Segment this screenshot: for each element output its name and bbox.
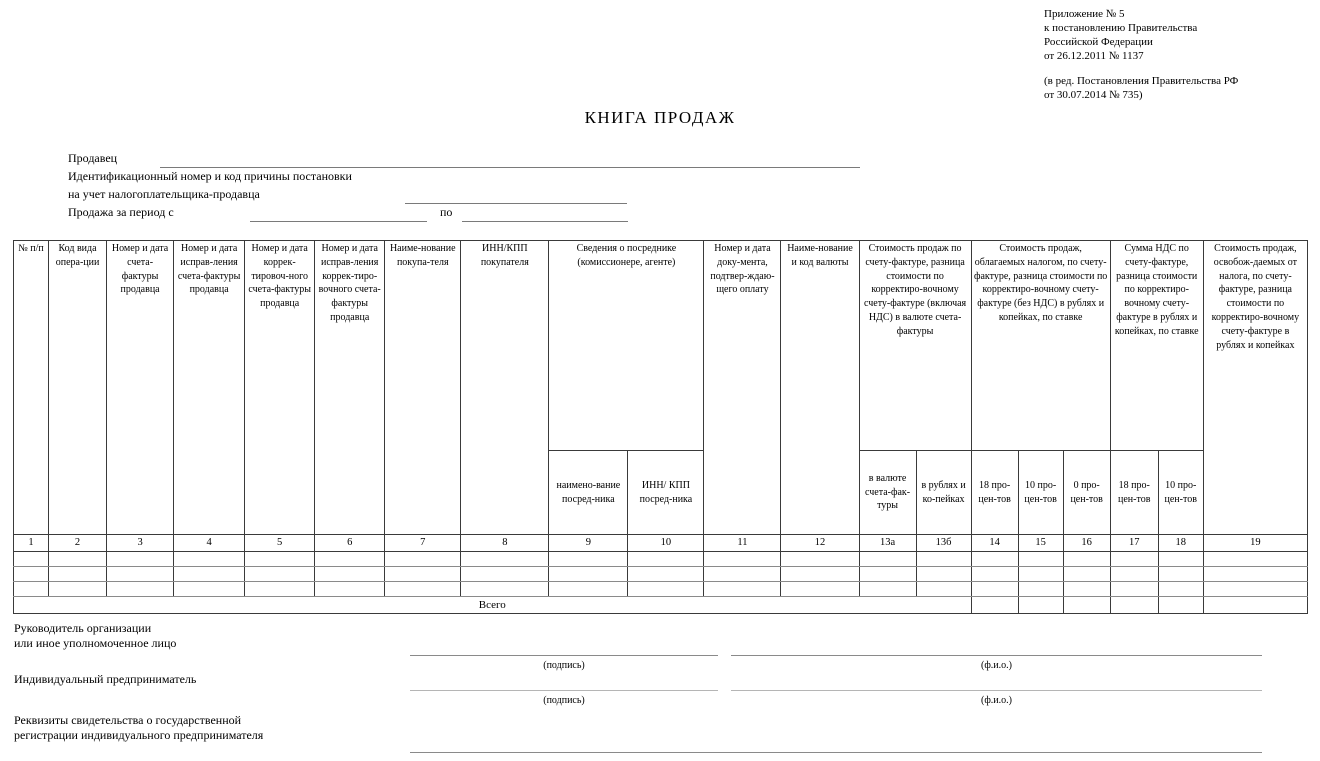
- subheader-14: 18 про-цен-тов: [971, 451, 1018, 535]
- col-header-12: Наиме-нование и код валюты: [781, 241, 859, 535]
- col-number: 2: [49, 535, 107, 552]
- requisites-fill-line: [410, 752, 1262, 753]
- empty-cell: [628, 582, 704, 597]
- col-number: 8: [461, 535, 549, 552]
- empty-cell: [971, 552, 1018, 567]
- col-header-19: Стоимость продаж, освобож-даемых от налога, по счету-фактуре, разница стоимости по корректиро-вочному счету-фактуре в рублях и копейках: [1203, 241, 1307, 535]
- empty-cell: [49, 567, 107, 582]
- col-number: 7: [385, 535, 461, 552]
- subheader-13a: в валюте счета-фак-туры: [859, 451, 916, 535]
- empty-cell: [315, 567, 385, 582]
- total-value-cell-14: [971, 597, 1018, 614]
- col-header-1: № п/п: [14, 241, 49, 535]
- empty-cell: [315, 552, 385, 567]
- empty-cell: [461, 582, 549, 597]
- period-to-fill-line: [462, 221, 628, 222]
- col-number: 12: [781, 535, 859, 552]
- empty-cell: [971, 582, 1018, 597]
- empty-cell: [704, 567, 781, 582]
- empty-cell: [245, 552, 315, 567]
- subheader-16: 0 про-цен-тов: [1063, 451, 1110, 535]
- col-header-13: Стоимость продаж по счету-фактуре, разница стоимости по корректиро-вочному счету-фактуре (включая НДС) в валюте счета-фактуры: [859, 241, 971, 451]
- page-title: КНИГА ПРОДАЖ: [584, 108, 736, 127]
- empty-cell: [107, 552, 174, 567]
- empty-cell: [49, 552, 107, 567]
- empty-cell: [704, 552, 781, 567]
- entrepreneur-signature-line: [410, 690, 718, 691]
- edition-line: от 30.07.2014 № 735): [1044, 89, 1143, 101]
- empty-cell: [781, 582, 859, 597]
- data-row: [14, 582, 1308, 597]
- empty-cell: [1018, 567, 1063, 582]
- empty-cell: [781, 567, 859, 582]
- empty-cell: [461, 552, 549, 567]
- col-number: 19: [1203, 535, 1307, 552]
- empty-cell: [14, 567, 49, 582]
- empty-cell: [14, 582, 49, 597]
- seller-label: Продавец: [68, 151, 118, 165]
- id-label-line2: на учет налогоплательщика-продавца: [68, 187, 260, 201]
- empty-cell: [859, 552, 916, 567]
- col-number: 10: [628, 535, 704, 552]
- head-of-org-label: [14, 621, 176, 651]
- empty-cell: [385, 567, 461, 582]
- col-number: 3: [107, 535, 174, 552]
- entrepreneur-label: Индивидуальный предприниматель: [14, 672, 197, 686]
- col-number: 13б: [916, 535, 971, 552]
- total-label-cell: Всего: [14, 597, 972, 614]
- id-label-line1: Идентификационный номер и код причины постановки: [68, 169, 352, 183]
- col-number: 15: [1018, 535, 1063, 552]
- appendix-line: Российской Федерации: [1044, 36, 1153, 48]
- empty-cell: [1158, 552, 1203, 567]
- seller-fill-line: [160, 167, 860, 168]
- empty-cell: [859, 567, 916, 582]
- total-value-cell-16: [1063, 597, 1110, 614]
- appendix-line: от 26.12.2011 № 1137: [1044, 50, 1144, 62]
- col-header-17-18: Сумма НДС по счету-фактуре, разница стоимости по корректиро-вочному счету-фактуре в рублях и копейках, по ставке: [1110, 241, 1203, 451]
- empty-cell: [1018, 552, 1063, 567]
- empty-cell: [704, 582, 781, 597]
- col-header-14-16: Стоимость продаж, облагаемых налогом, по счету-фактуре, разница стоимости по корректиро-вочному счету-фактуре (без НДС) в рублях и копейках, по ставке: [971, 241, 1110, 451]
- empty-cell: [1110, 567, 1158, 582]
- period-from-label: Продажа за период с: [68, 205, 174, 219]
- empty-cell: [1063, 582, 1110, 597]
- empty-cell: [461, 567, 549, 582]
- total-value-cell-19: [1203, 597, 1307, 614]
- period-from-fill-line: [250, 221, 427, 222]
- col-number: 6: [315, 535, 385, 552]
- empty-cell: [916, 567, 971, 582]
- col-number: 14: [971, 535, 1018, 552]
- id-fill-line: [405, 203, 627, 204]
- col-number: 4: [174, 535, 245, 552]
- head-name-line: [731, 655, 1262, 656]
- empty-cell: [1203, 567, 1307, 582]
- requisites-line1: Реквизиты свидетельства о государственной: [14, 713, 242, 727]
- col-header-3: Номер и дата счета-фактуры продавца: [107, 241, 174, 535]
- sales-book-table: [13, 240, 1308, 614]
- col-number: 13а: [859, 535, 916, 552]
- empty-cell: [1018, 582, 1063, 597]
- subheader-13b: в рублях и ко-пейках: [916, 451, 971, 535]
- empty-cell: [174, 552, 245, 567]
- empty-cell: [1063, 567, 1110, 582]
- col-number: 1: [14, 535, 49, 552]
- appendix-line: Приложение № 5: [1044, 8, 1125, 20]
- empty-cell: [1110, 582, 1158, 597]
- empty-cell: [628, 567, 704, 582]
- period-to-label: по: [440, 205, 453, 219]
- data-row: [14, 567, 1308, 582]
- total-value-cell-17: [1110, 597, 1158, 614]
- empty-cell: [859, 582, 916, 597]
- empty-cell: [1203, 582, 1307, 597]
- empty-cell: [174, 582, 245, 597]
- empty-cell: [1203, 552, 1307, 567]
- empty-cell: [107, 582, 174, 597]
- subheader-15: 10 про-цен-тов: [1018, 451, 1063, 535]
- empty-cell: [1110, 552, 1158, 567]
- empty-cell: [916, 582, 971, 597]
- empty-cell: [49, 582, 107, 597]
- empty-cell: [14, 552, 49, 567]
- subheader-10: ИНН/ КПП посред-ника: [628, 451, 704, 535]
- empty-cell: [549, 582, 628, 597]
- edition-line: (в ред. Постановления Правительства РФ: [1044, 75, 1239, 87]
- col-number: 16: [1063, 535, 1110, 552]
- empty-cell: [549, 567, 628, 582]
- col-header-9-10: Сведения о посреднике (комиссионере, агенте): [549, 241, 704, 451]
- appendix-block: [1044, 7, 1238, 102]
- entrepreneur-name-line: [731, 690, 1262, 691]
- col-number: 11: [704, 535, 781, 552]
- total-row: [14, 597, 1308, 614]
- requisites-label: [14, 713, 263, 743]
- empty-cell: [174, 567, 245, 582]
- empty-cell: [1063, 552, 1110, 567]
- head-of-org-line2: или иное уполномоченное лицо: [14, 636, 177, 650]
- empty-cell: [1158, 567, 1203, 582]
- empty-cell: [971, 567, 1018, 582]
- signature-caption: (подпись): [543, 695, 585, 706]
- empty-cell: [549, 552, 628, 567]
- subheader-9: наимено-вание посред-ника: [549, 451, 628, 535]
- empty-cell: [245, 582, 315, 597]
- empty-cell: [315, 582, 385, 597]
- subheader-17: 18 про-цен-тов: [1110, 451, 1158, 535]
- name-caption: (ф.и.о.): [981, 695, 1012, 706]
- name-caption: (ф.и.о.): [981, 660, 1012, 671]
- col-header-11: Номер и дата доку-мента, подтвер-ждаю-щего оплату: [704, 241, 781, 535]
- empty-cell: [245, 567, 315, 582]
- head-signature-line: [410, 655, 718, 656]
- col-number: 5: [245, 535, 315, 552]
- col-number: 17: [1110, 535, 1158, 552]
- data-row: [14, 552, 1308, 567]
- col-header-4: Номер и дата исправ-ления счета-фактуры продавца: [174, 241, 245, 535]
- col-number: 9: [549, 535, 628, 552]
- empty-cell: [1158, 582, 1203, 597]
- signature-caption: (подпись): [543, 660, 585, 671]
- col-number: 18: [1158, 535, 1203, 552]
- total-value-cell-18: [1158, 597, 1203, 614]
- empty-cell: [385, 552, 461, 567]
- col-header-7: Наиме-нование покупа-теля: [385, 241, 461, 535]
- head-of-org-line1: Руководитель организации: [14, 621, 152, 635]
- col-header-5: Номер и дата коррек-тировоч-ного счета-фактуры продавца: [245, 241, 315, 535]
- appendix-line: к постановлению Правительства: [1044, 22, 1198, 34]
- total-value-cell-15: [1018, 597, 1063, 614]
- table-body: [14, 552, 1308, 614]
- empty-cell: [385, 582, 461, 597]
- empty-cell: [628, 552, 704, 567]
- requisites-line2: регистрации индивидуального предпринимателя: [14, 728, 264, 742]
- empty-cell: [107, 567, 174, 582]
- col-header-2: Код вида опера-ции: [49, 241, 107, 535]
- col-header-6: Номер и дата исправ-ления коррек-тиро-вочного счета-фактуры продавца: [315, 241, 385, 535]
- empty-cell: [916, 552, 971, 567]
- subheader-18: 10 про-цен-тов: [1158, 451, 1203, 535]
- empty-cell: [781, 552, 859, 567]
- col-header-8: ИНН/КПП покупателя: [461, 241, 549, 535]
